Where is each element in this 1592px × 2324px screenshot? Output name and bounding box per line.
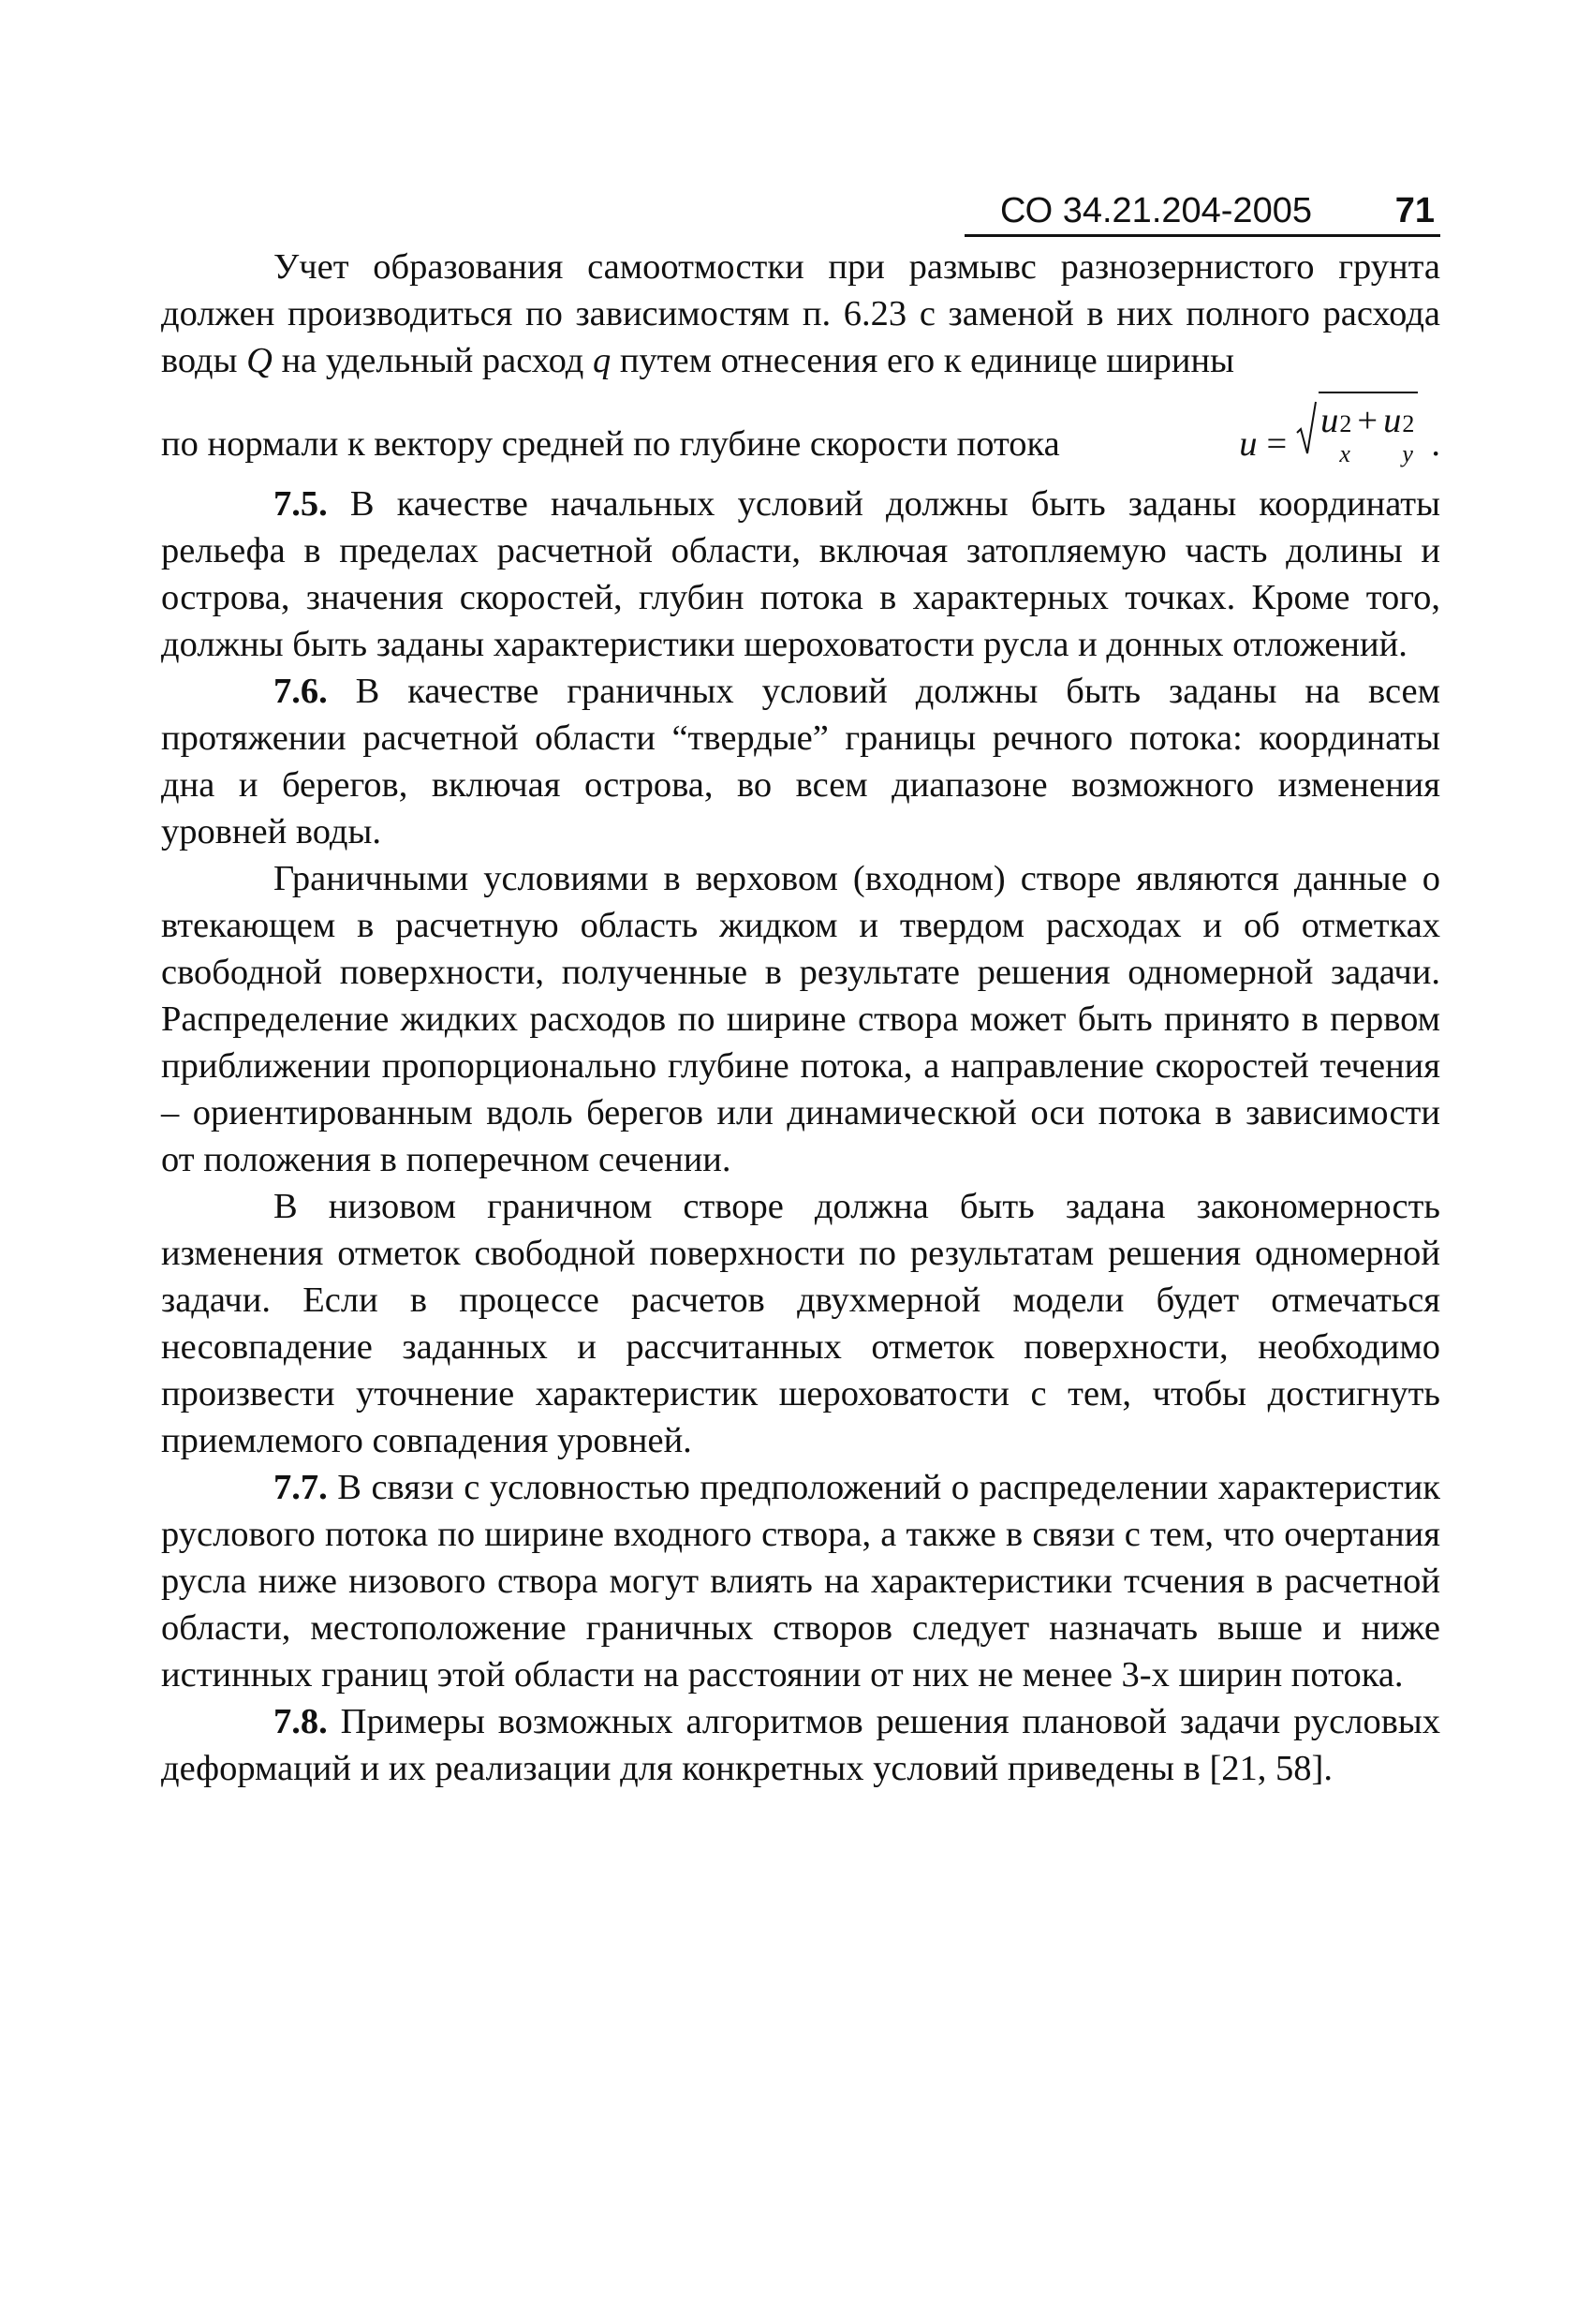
radicand <box>1319 392 1418 467</box>
subscript: x <box>1339 440 1350 467</box>
formula-line <box>161 392 1440 467</box>
symbol-Q: Q <box>246 341 273 380</box>
paragraph-text: Учет образования самоотмостки при размывс разнозернистого грунта должен производиться по зависимостям п. 6.23 с заменой в них полного расхода воды <box>161 247 1440 380</box>
paragraph-7-7 <box>161 1464 1440 1698</box>
body-text <box>161 244 1440 1792</box>
paragraph-text: Примеры возможных алгоритмов решения плановой задачи русловых деформаций и их реализации для конкретных условий приведены в [21, 58]. <box>161 1702 1440 1788</box>
formula-ux: u <box>1320 401 1339 440</box>
paragraph-text: на удельный расход <box>272 341 593 380</box>
paragraph-7-8 <box>161 1698 1440 1792</box>
running-header <box>965 187 1440 237</box>
paragraph-text: В качестве начальных условий должны быть заданы координаты рельефа в пределах расчетной области, включая затопляемую часть долины и острова, значения скоростей, глубин потока в характерных точках. Кроме того, должны быть заданы характеристики шероховатости русла и донных отложений. <box>161 484 1440 664</box>
superscript: 2 <box>1402 410 1415 437</box>
velocity-formula <box>1239 392 1440 467</box>
section-number: 7.5. <box>273 484 328 524</box>
subscript: y <box>1402 440 1413 467</box>
formula-plus: + <box>1357 401 1378 440</box>
section-number: 7.8. <box>273 1702 328 1741</box>
square-root <box>1296 392 1418 467</box>
radical-sign-icon <box>1296 401 1317 455</box>
formula-equals: = <box>1266 424 1288 464</box>
paragraph-7-5 <box>161 481 1440 668</box>
symbol-q: q <box>592 341 612 380</box>
page-number: 71 <box>1394 191 1435 230</box>
paragraph-7-6 <box>161 668 1440 855</box>
document-code: СО 34.21.204-2005 <box>1000 191 1312 230</box>
formula-lhs: u <box>1239 424 1258 464</box>
formula-uy: u <box>1383 401 1402 440</box>
superscript: 2 <box>1339 410 1352 437</box>
paragraph-text: В качестве граничных условий должны быть заданы на всем протяжении расчетной области “твердые” границы речного потока: координаты дна и берегов, включая острова, во всем диапазоне возможного изменения уровней воды. <box>161 672 1440 851</box>
paragraph-text: путем отнесения его к единице ширины <box>611 341 1234 380</box>
section-number: 7.6. <box>273 672 328 711</box>
formula-period: . <box>1431 424 1440 464</box>
paragraph-downstream-conditions: В низовом граничном створе должна быть задана закономерность изменения отметок свободной поверхности по результатам решения одномерной задачи. Если в процессе расчетов двухмерной модели будет отмечаться несовпадение заданных и рассчитанных отметок поверхности, необходимо произвести уточнение характеристик шероховатости с тем, чтобы достигнуть приемлемого совпадения уровней. <box>161 1187 1440 1460</box>
paragraph-text: В связи с условностью предположений о распределении характеристик руслового потока по ширине входного створа, а также в связи с тем, что очертания русла ниже низового створа могут влиять на характеристики тсчения в расчетной области, местоположение граничных створов следует назначать выше и ниже истинных границ этой области на расстоянии от них не менее 3-х ширин потока. <box>161 1468 1440 1695</box>
formula-uy-indices <box>1402 410 1415 467</box>
paragraph-upstream-conditions: Граничными условиями в верховом (входном) створе являются данные о втекающем в расчетную область жидком и твердом расходах и об отметках свободной поверхности, полученные в результате решения одномерной задачи. Распределение жидких расходов по ширине створа может быть принято в первом приближении пропорционально глубине потока, а направление скоростей течения – ориентированным вдоль берегов или динамическюй оси потока в зависимости от положения в поперечном сечении. <box>161 859 1440 1179</box>
section-number: 7.7. <box>273 1468 328 1507</box>
paragraph-self-armoring <box>161 244 1440 384</box>
formula-lead-text: по нормали к вектору средней по глубине скорости потока <box>161 424 1060 464</box>
formula-ux-indices <box>1339 410 1352 467</box>
